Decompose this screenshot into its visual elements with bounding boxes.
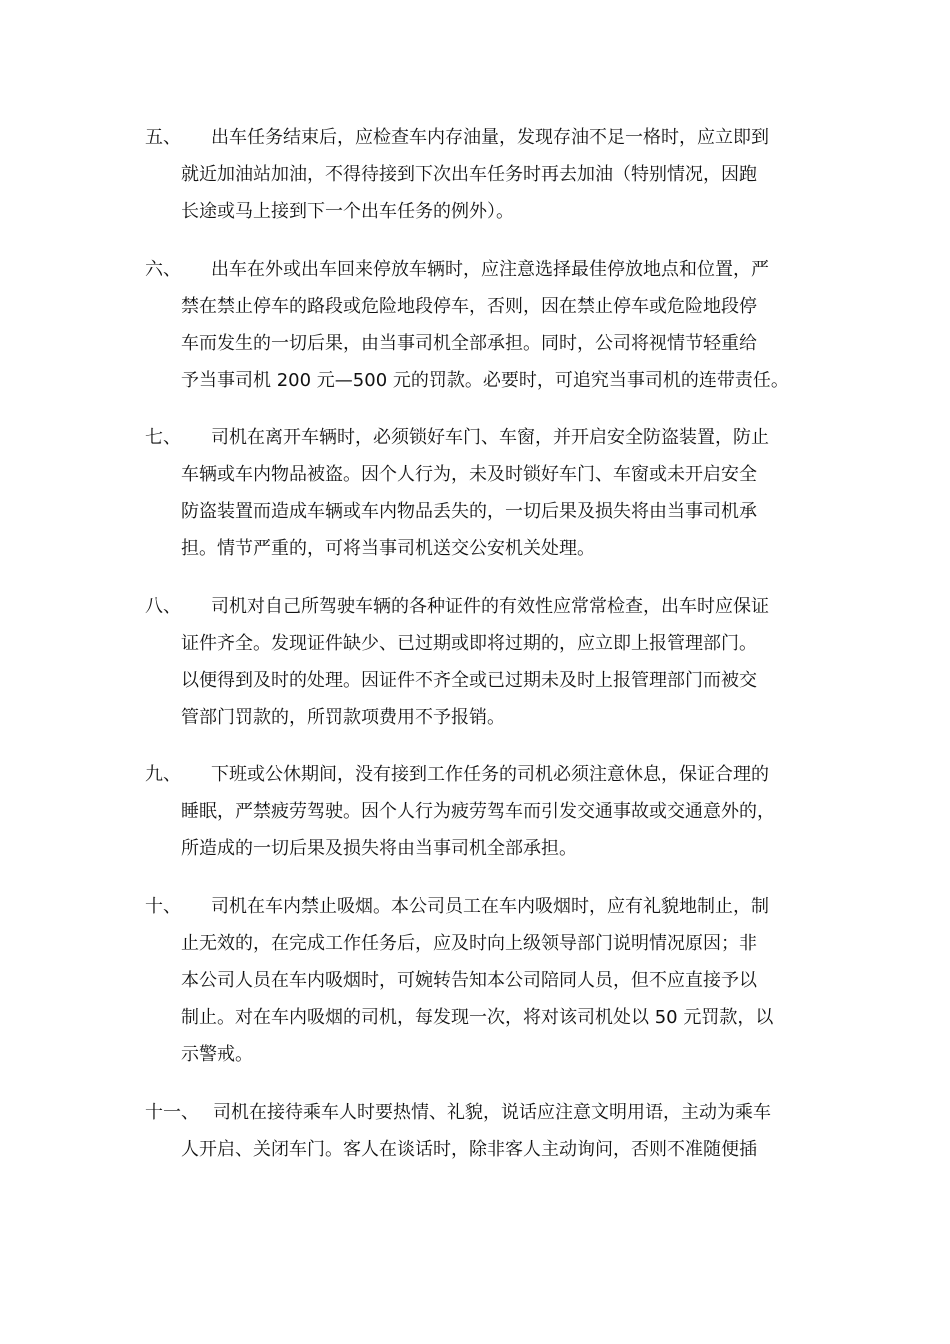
clause-number: 十一、 bbox=[145, 1102, 199, 1123]
clause-line: 车而发生的一切后果，由当事司机全部承担。同时，公司将视情节轻重给 bbox=[181, 333, 757, 354]
clause-line: 司机在接待乘车人时要热情、礼貌，说话应注意文明用语，主动为乘车 bbox=[213, 1102, 771, 1123]
clause-7 bbox=[145, 419, 810, 567]
clause-line: 予当事司机 200 元—500 元的罚款。必要时，可追究当事司机的连带责任。 bbox=[181, 370, 789, 391]
clause-8 bbox=[145, 588, 810, 736]
clause-number: 六、 bbox=[145, 259, 181, 280]
clause-line: 出车在外或出车回来停放车辆时，应注意选择最佳停放地点和位置，严 bbox=[211, 259, 769, 280]
clause-line: 禁在禁止停车的路段或危险地段停车，否则，因在禁止停车或危险地段停 bbox=[181, 296, 757, 317]
clause-11 bbox=[145, 1094, 810, 1168]
clause-line: 证件齐全。发现证件缺少、已过期或即将过期的，应立即上报管理部门。 bbox=[181, 633, 757, 654]
clause-10 bbox=[145, 888, 810, 1073]
clause-line: 以便得到及时的处理。因证件不齐全或已过期未及时上报管理部门而被交 bbox=[181, 670, 757, 691]
clause-line: 下班或公休期间，没有接到工作任务的司机必须注意休息，保证合理的 bbox=[211, 764, 769, 785]
clause-line: 所造成的一切后果及损失将由当事司机全部承担。 bbox=[181, 838, 577, 859]
clause-number: 九、 bbox=[145, 764, 181, 785]
clause-5 bbox=[145, 119, 810, 230]
clause-line: 示警戒。 bbox=[181, 1044, 253, 1065]
clause-line: 止无效的，在完成工作任务后，应及时向上级领导部门说明情况原因；非 bbox=[181, 933, 757, 954]
clause-line: 出车任务结束后，应检查车内存油量，发现存油不足一格时，应立即到 bbox=[211, 127, 769, 148]
clause-number: 五、 bbox=[145, 127, 181, 148]
clause-line: 本公司人员在车内吸烟时，可婉转告知本公司陪同人员，但不应直接予以 bbox=[181, 970, 757, 991]
clause-line: 司机对自己所驾驶车辆的各种证件的有效性应常常检查，出车时应保证 bbox=[211, 596, 769, 617]
clause-9 bbox=[145, 756, 810, 867]
clause-number: 八、 bbox=[145, 596, 181, 617]
clause-line: 担。情节严重的，可将当事司机送交公安机关处理。 bbox=[181, 538, 595, 559]
clause-line: 车辆或车内物品被盗。因个人行为，未及时锁好车门、车窗或未开启安全 bbox=[181, 464, 757, 485]
clause-line: 司机在车内禁止吸烟。本公司员工在车内吸烟时，应有礼貌地制止，制 bbox=[211, 896, 769, 917]
clause-line: 管部门罚款的，所罚款项费用不予报销。 bbox=[181, 707, 505, 728]
clause-line: 睡眠，严禁疲劳驾驶。因个人行为疲劳驾车而引发交通事故或交通意外的， bbox=[181, 801, 775, 822]
clause-line: 人开启、关闭车门。客人在谈话时，除非客人主动询问，否则不准随便插 bbox=[181, 1139, 757, 1160]
clause-6 bbox=[145, 251, 810, 399]
clause-line: 长途或马上接到下一个出车任务的例外）。 bbox=[181, 201, 514, 222]
clause-line: 制止。对在车内吸烟的司机，每发现一次，将对该司机处以 50 元罚款，以 bbox=[181, 1007, 774, 1028]
clause-line: 司机在离开车辆时，必须锁好车门、车窗，并开启安全防盗装置，防止 bbox=[211, 427, 769, 448]
clause-line: 就近加油站加油，不得待接到下次出车任务时再去加油（特别情况，因跑 bbox=[181, 164, 757, 185]
clause-number: 十、 bbox=[145, 896, 181, 917]
clause-line: 防盗装置而造成车辆或车内物品丢失的，一切后果及损失将由当事司机承 bbox=[181, 501, 757, 522]
clause-number: 七、 bbox=[145, 427, 181, 448]
